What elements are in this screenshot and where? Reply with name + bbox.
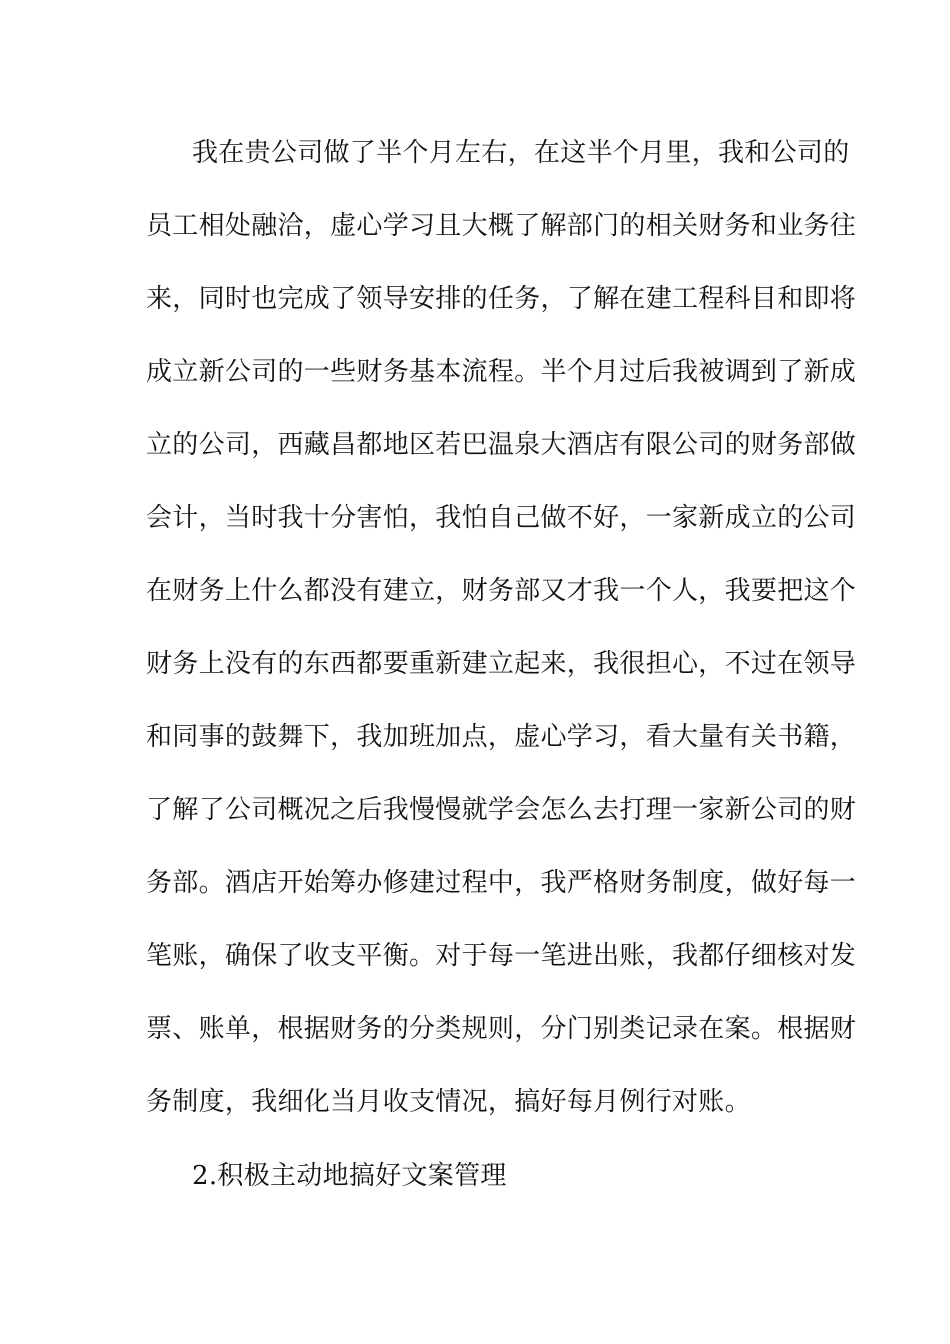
paragraph-line: 财务上没有的东西都要重新建立起来，我很担心，不过在领导 — [146, 649, 857, 679]
paragraph-line: 我在贵公司做了半个月左右，在这半个月里，我和公司的 — [192, 138, 850, 168]
paragraph-line: 务部。酒店开始筹办修建过程中，我严格财务制度，做好每一 — [146, 868, 857, 898]
section-heading: 2.积极主动地搞好文案管理 — [192, 1161, 507, 1191]
paragraph-line: 立的公司，西藏昌都地区若巴温泉大酒店有限公司的财务部做 — [146, 430, 857, 460]
paragraph-line: 在财务上什么都没有建立，财务部又才我一个人，我要把这个 — [146, 576, 857, 606]
paragraph-line: 和同事的鼓舞下，我加班加点，虚心学习，看大量有关书籍， — [146, 722, 857, 752]
paragraph-line: 成立新公司的一些财务基本流程。半个月过后我被调到了新成 — [146, 357, 857, 387]
paragraph-line: 员工相处融洽，虚心学习且大概了解部门的相关财务和业务往 — [146, 211, 857, 241]
paragraph-line: 了解了公司概况之后我慢慢就学会怎么去打理一家新公司的财 — [146, 795, 857, 825]
paragraph-line: 会计，当时我十分害怕，我怕自己做不好，一家新成立的公司 — [146, 503, 857, 533]
paragraph-line: 务制度，我细化当月收支情况，搞好每月例行对账。 — [146, 1087, 751, 1117]
paragraph-line: 来，同时也完成了领导安排的任务，了解在建工程科目和即将 — [146, 284, 857, 314]
paragraph-line: 笔账，确保了收支平衡。对于每一笔进出账，我都仔细核对发 — [146, 941, 857, 971]
paragraph-line: 票、账单，根据财务的分类规则，分门别类记录在案。根据财 — [146, 1014, 857, 1044]
